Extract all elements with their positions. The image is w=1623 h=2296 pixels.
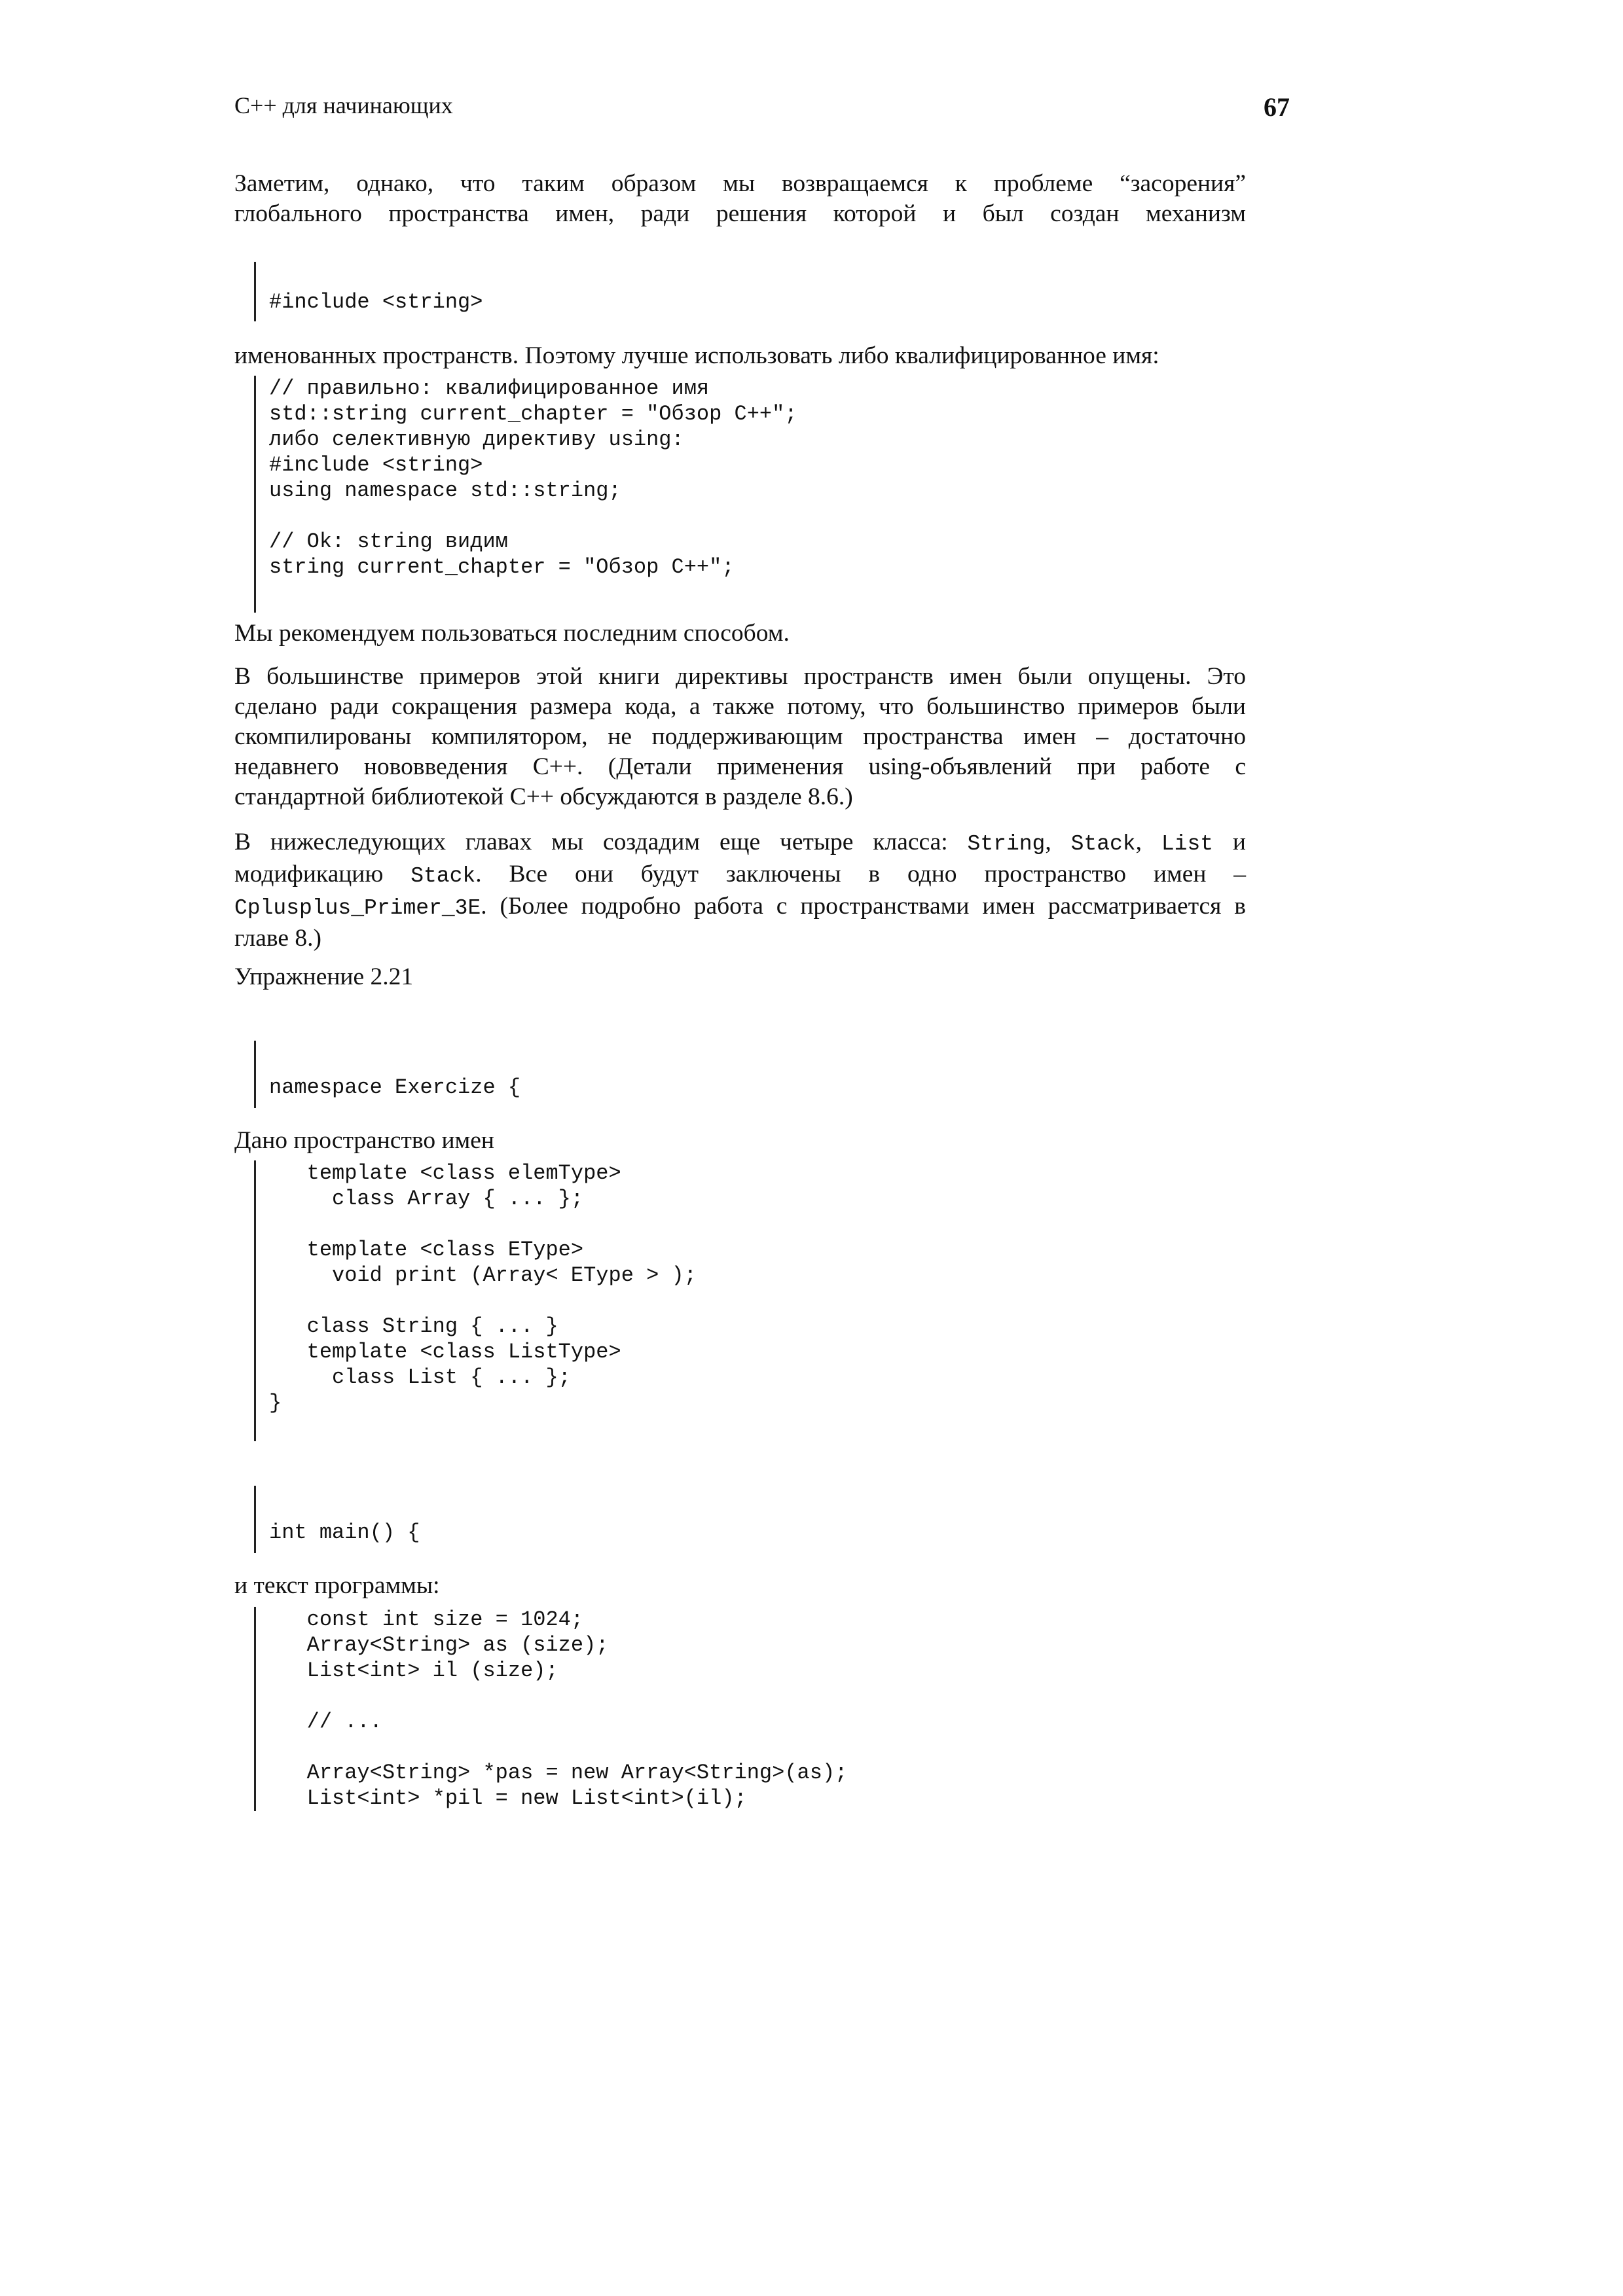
code-line: template <class ListType> (269, 1340, 621, 1364)
code-line: // правильно: квалифицированное имя (269, 376, 710, 401)
code-line: либо селективную директиву using: (269, 427, 684, 452)
code-line: void print (Array< EType > ); (269, 1263, 697, 1287)
running-header-title: C++ для начинающих (234, 92, 453, 118)
named-spaces-sentence: именованных пространств. Поэтому лучше использовать либо квалифицированное имя: (234, 342, 1159, 369)
directives-line-2: сделано ради сокращения размера кода, а также потому, что большинство примеров были (234, 693, 1246, 720)
classes-line-4: главе 8.) (234, 925, 321, 952)
code-line: class String { ... } (269, 1314, 558, 1338)
classes-text: . Все они будут заключены в одно пространство имен – (475, 861, 1246, 888)
namespace-name: Cplusplus_Primer_3E (234, 896, 481, 920)
code-line: #include <string> (269, 453, 483, 477)
code-blank-line (269, 503, 797, 529)
separator: , (1045, 829, 1071, 855)
given-sentence: Дано пространство имен (234, 1127, 494, 1154)
code-line: using namespace std::string; (269, 478, 621, 503)
code-block-namespace-body (254, 1160, 697, 1441)
code-line: } (269, 1391, 282, 1415)
code-line: List<int> il (size); (269, 1659, 558, 1683)
intro-paragraph (234, 169, 1246, 229)
code-line: std::string current_chapter = "Обзор С++"; (269, 402, 797, 426)
code-line: template <class EType> (269, 1238, 584, 1262)
code-blank-line (269, 1683, 847, 1709)
intro-line-1: Заметим, однако, что таким образом мы возвращаемся к проблеме “засорения” (234, 170, 1246, 197)
classes-line-2 (234, 859, 1246, 891)
code-block-include (254, 262, 483, 321)
classes-text: В нижеследующих главах мы создадим еще четыре класса: (234, 829, 968, 855)
directives-line-5: стандартной библиотекой С++ обсуждаются в разделе 8.6.) (234, 783, 853, 810)
code-line: int main() { (269, 1520, 420, 1545)
directives-paragraph (234, 662, 1246, 812)
classes-line-3 (234, 891, 1246, 924)
code-blank-line (269, 1288, 697, 1314)
code-line: // ... (269, 1710, 382, 1734)
code-blank-line (269, 1211, 697, 1237)
classes-text: . (Более подробно работа с пространствами имен рассматривается в (481, 893, 1246, 920)
exercise-title: Упражнение 2.21 (234, 963, 414, 990)
code-line: Array<String> as (size); (269, 1633, 609, 1657)
code-line: class List { ... }; (269, 1365, 571, 1390)
separator: , (1135, 829, 1161, 855)
code-blank-line (269, 1734, 847, 1760)
code-line: string current_chapter = "Обзор С++"; (269, 555, 735, 579)
classes-paragraph (234, 827, 1246, 954)
code-block-qualified-name (254, 376, 797, 613)
code-line: List<int> *pil = new List<int>(il); (269, 1786, 747, 1810)
page-number: 67 (1264, 92, 1290, 122)
code-block-main (254, 1486, 420, 1553)
class-name-string: String (967, 832, 1046, 856)
classes-text: модификацию (234, 861, 411, 888)
directives-line-1: В большинстве примеров этой книги директивы пространств имен были опущены. Это (234, 663, 1246, 690)
class-name-stack: Stack (1070, 832, 1136, 856)
directives-line-4: недавнего нововведения С++. (Детали применения using-объявлений при работе с (234, 753, 1246, 780)
intro-line-2: глобального пространства имен, ради решения которой и был создан механизм (234, 200, 1246, 227)
code-line: Array<String> *pas = new Array<String>(as); (269, 1761, 848, 1785)
code-line: const int size = 1024; (269, 1607, 584, 1632)
code-line: #include <string> (269, 290, 483, 314)
class-name-list: List (1161, 832, 1214, 856)
code-line: class Array { ... }; (269, 1187, 584, 1211)
classes-text: и (1213, 829, 1246, 855)
class-name-stack: Stack (410, 864, 476, 888)
directives-line-3: скомпилированы компилятором, не поддерживающим пространства имен – достаточно (234, 723, 1246, 750)
code-block-namespace (254, 1041, 520, 1108)
code-line: namespace Exercize { (269, 1075, 521, 1100)
code-line: template <class elemType> (269, 1161, 621, 1185)
code-blank-line (269, 1416, 697, 1441)
recommend-sentence: Мы рекомендуем пользоваться последним способом. (234, 620, 790, 647)
code-block-main-body (254, 1607, 847, 1811)
classes-line-1 (234, 827, 1246, 859)
code-line: // Ok: string видим (269, 529, 508, 554)
program-sentence: и текст программы: (234, 1572, 440, 1599)
